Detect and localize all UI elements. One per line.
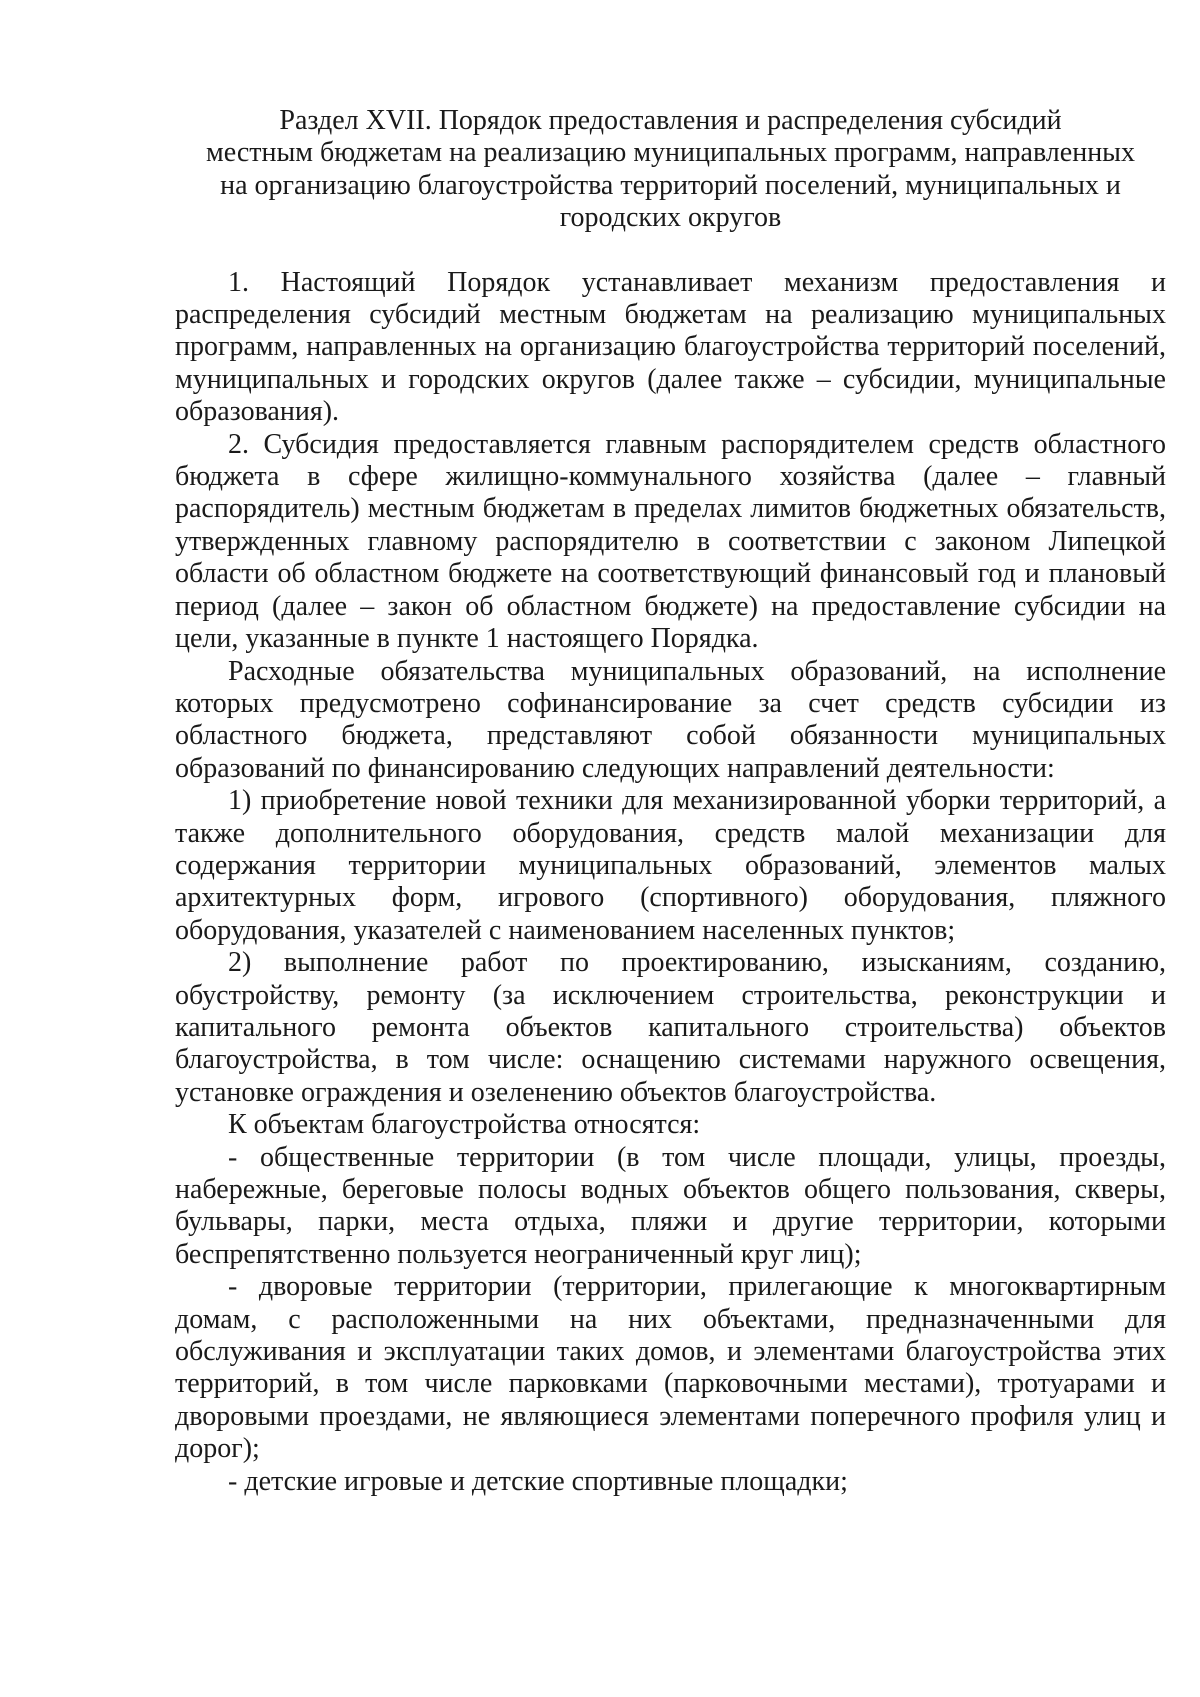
bullet-yard-territories: - дворовые территории (территории, прилегающие к многоквартирным домам, с расположенными на них объектами, предназначенными для обслуживания и эксплуатации таких домов, и элементами благоустройства этих территорий, в том числе парковками (парковочными местами), тротуарами и дворовыми проездами, не являющиеся элементами поперечного профиля улиц и дорог); <box>175 1271 1166 1465</box>
title-line: городских округов <box>559 202 782 234</box>
list-item-2: 2) выполнение работ по проектированию, изысканиям, созданию, обустройству, ремонту (за исключением строительства, реконструкции и капитального ремонта объектов капитального строительства) объектов благоустройства, в том числе: оснащению системами наружного освещения, установке ограждения и озеленению объектов благоустройства. <box>175 947 1166 1108</box>
paragraph-1: 1. Настоящий Порядок устанавливает механизм предоставления и распределения субсидий местным бюджетам на реализацию муниципальных программ, направленных на организацию благоустройства территорий поселений, муниципальных и городских округов (далее также – субсидии, муниципальные образования). <box>175 266 1166 428</box>
bullet-playgrounds: - детские игровые и детские спортивные площадки; <box>228 1465 848 1497</box>
paragraph-2: 2. Субсидия предоставляется главным распорядителем средств областного бюджета в сфере жилищно-коммунального хозяйства (далее – главный распорядитель) местным бюджетам в пределах лимитов бюджетных обязательств, утвержденных главному распорядителю в соответствии с законом Липецкой области об областном бюджете на соответствующий финансовый год и плановый период (далее – закон об областном бюджете) на предоставление субсидии на цели, указанные в пункте 1 настоящего Порядка. <box>175 428 1166 655</box>
title-line: местным бюджетам на реализацию муниципальных программ, направленных <box>205 137 1135 169</box>
document-page <box>175 105 1166 1498</box>
section-title <box>175 105 1166 235</box>
paragraph-obligations: Расходные обязательства муниципальных образований, на исполнение которых предусмотрено софинансирование за счет средств субсидии из областного бюджета, представляют собой обязанности муниципальных образований по финансированию следующих направлений деятельности: <box>175 655 1166 784</box>
paragraph-objects-heading: К объектам благоустройства относятся: <box>228 1109 701 1141</box>
bullet-public-territories: - общественные территории (в том числе площади, улицы, проезды, набережные, береговые полосы водных объектов общего пользования, скверы, бульвары, парки, места отдыха, пляжи и другие территории, которыми беспрепятственно пользуется неограниченный круг лиц); <box>175 1141 1166 1270</box>
list-item-1: 1) приобретение новой техники для механизированной уборки территорий, а также дополнительного оборудования, средств малой механизации для содержания территории муниципальных образований, элементов малых архитектурных форм, игрового (спортивного) оборудования, пляжного оборудования, указателей с наименованием населенных пунктов; <box>175 785 1166 946</box>
title-line: на организацию благоустройства территорий поселений, муниципальных и <box>220 169 1121 201</box>
title-line: Раздел XVII. Порядок предоставления и распределения субсидий <box>279 105 1062 136</box>
